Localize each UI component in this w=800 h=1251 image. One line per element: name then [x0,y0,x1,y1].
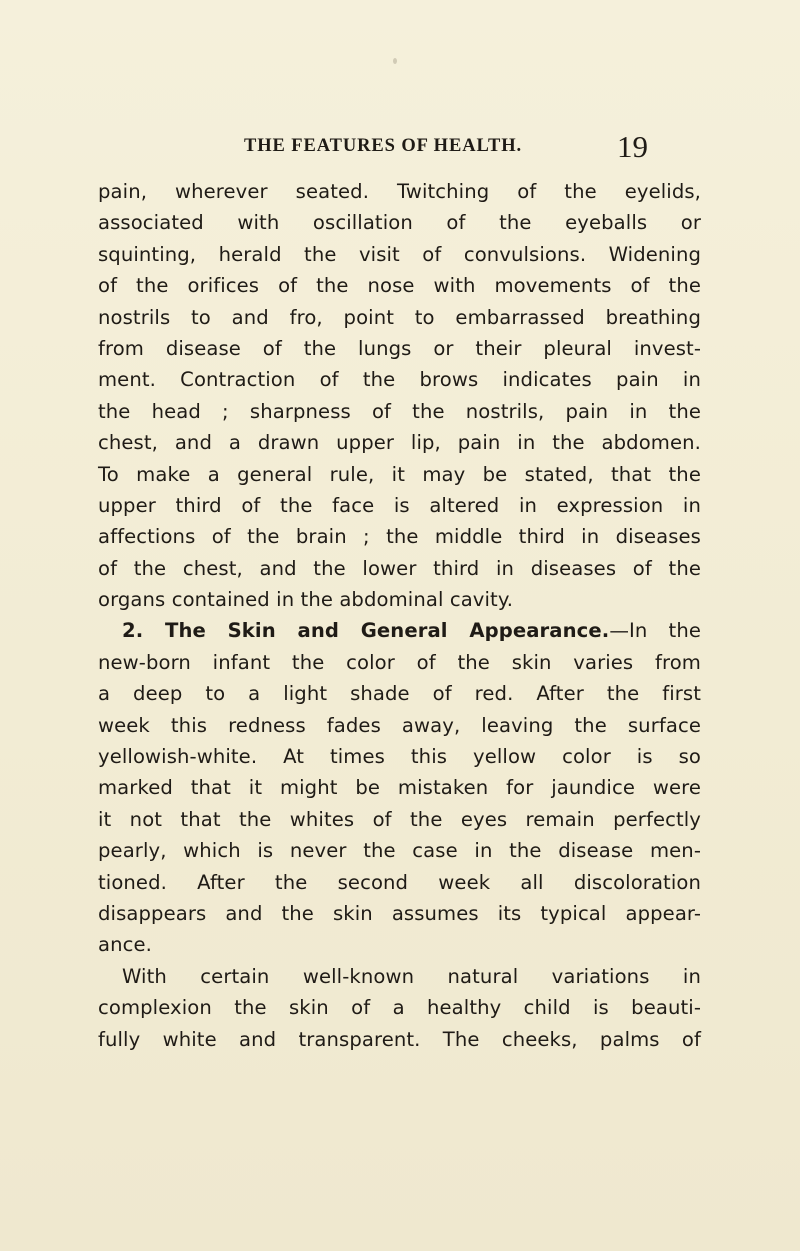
text-line: ment. Contraction of the brows indicates pain in [98,368,701,392]
text-line: of the orifices of the nose with movements of the [98,274,701,298]
text-line: pain, wherever seated. Twitching of the eyelids, [98,180,701,203]
text-line: With certain well-known natural variations in [122,964,701,988]
paper-speck [393,58,397,64]
body-text [98,176,701,1055]
text-line: week this redness fades away, leaving the surface [98,713,701,737]
text-line: marked that it might be mistaken for jaundice were [98,776,701,800]
text-line: disappears and the skin assumes its typical appear- [98,901,701,925]
text-line: the head ; sharpness of the nostrils, pain in the [98,399,701,423]
page-header [0,129,800,164]
text-line: from disease of the lungs or their pleural invest- [98,336,701,360]
text-line: a deep to a light shade of red. After the first [98,682,701,706]
text-line: ance. [98,933,152,957]
text-line: complexion the skin of a healthy child is beauti- [98,996,701,1020]
page-number: 19 [617,129,648,164]
text-line: it not that the whites of the eyes remain perfectly [98,807,701,831]
section-heading: 2. The Skin and General Appearance. [122,619,610,643]
text-line: To make a general rule, it may be stated, that the [98,462,701,486]
section-heading-line [98,615,701,646]
running-head: THE FEATURES OF HEALTH. [244,136,523,156]
text-line: tioned. After the second week all discoloration [98,870,701,894]
text-line: squinting, herald the visit of convulsions. Widening [98,242,701,266]
text-line: pearly, which is never the case in the disease men- [98,839,701,863]
text-line: new-born infant the color of the skin varies from [98,650,701,674]
text-line: nostrils to and fro, point to embarrassed breathing [98,305,701,329]
text-line: organs contained in the abdominal cavity. [98,588,514,612]
text-run: —In the [609,619,702,643]
text-line: chest, and a drawn upper lip, pain in the abdomen. [98,431,701,455]
text-line: upper third of the face is altered in expression in [98,493,701,517]
text-line: affections of the brain ; the middle third in diseases [98,525,701,549]
text-line: fully white and transparent. The cheeks, palms of [98,1027,701,1051]
text-line: yellowish-white. At times this yellow color is so [98,745,701,769]
text-line: associated with oscillation of the eyeballs or [98,211,701,235]
text-line: of the chest, and the lower third in diseases of the [98,556,701,580]
